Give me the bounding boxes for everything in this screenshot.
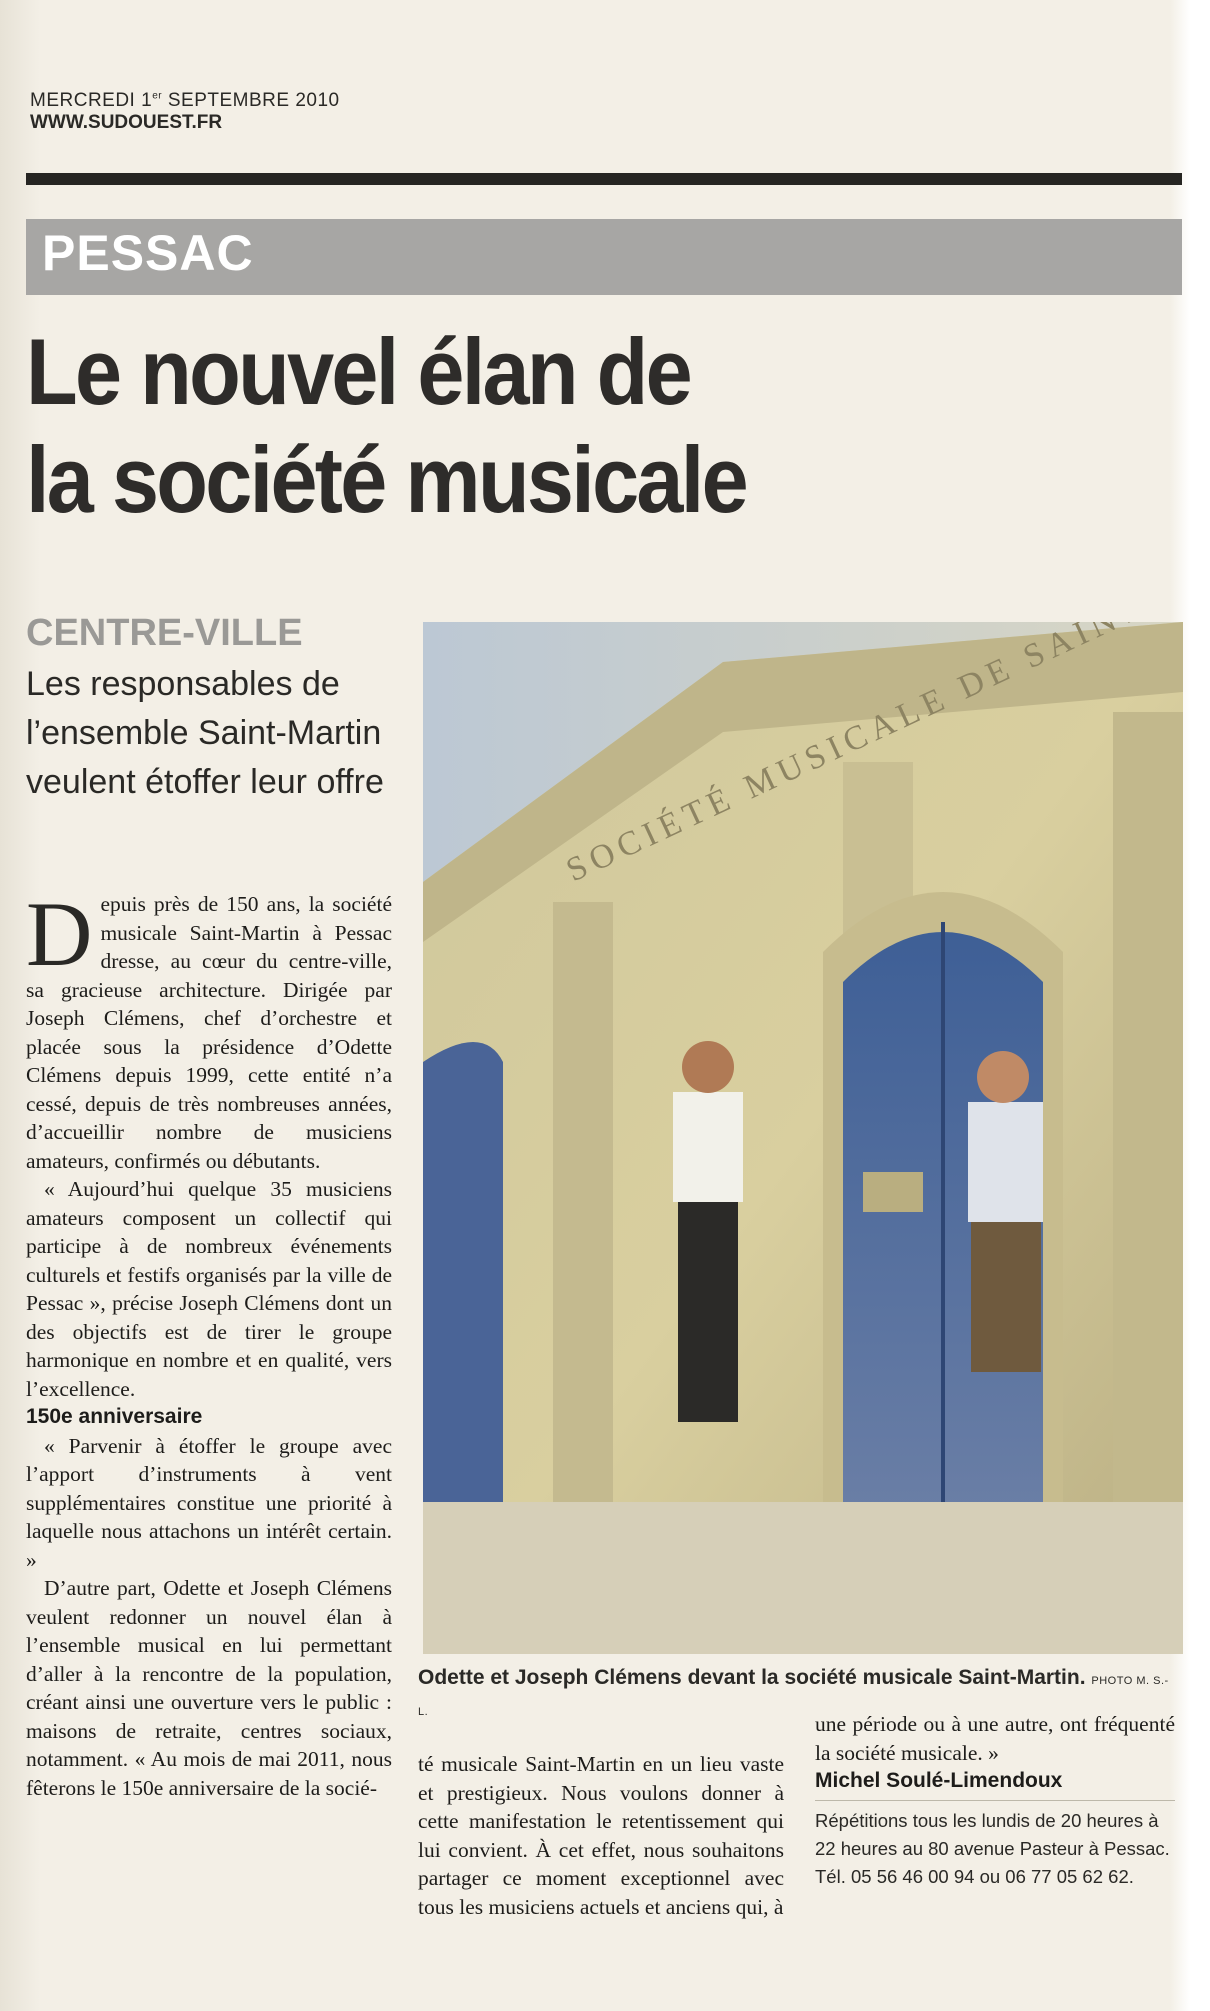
author-byline: Michel Soulé-Limendoux [815,1769,1063,1792]
photo-credit: PHOTO M. S.-L. [418,1675,1169,1718]
paragraph-2: « Aujourd’hui quelque 35 musiciens amateurs composent un collectif qui participe à de nombreux événements culturels et festifs organisés par la ville de Pessac », précise Joseph Clémens dont un des objectifs est de tirer le groupe harmonique en nombre et en qualité, vers l’excellence. [26,1177,392,1401]
article-column-2 [418,1750,784,1921]
building-photo-illustration [423,622,1183,1654]
paragraph-5: té musicale Saint-Martin en un lieu vaste et prestigieux. Nous voulons donner à cette manifestation le retentissement qui lui convient. À cet effet, nous souhaitons partager ce moment exceptionnel avec tous les musiciens actuels et anciens qui, à [418,1752,784,1919]
article-photo [423,622,1183,1654]
section-label: PESSAC [42,225,254,281]
paragraph-1: Depuis près de 150 ans, la société musicale Saint-Martin à Pessac dresse, au cœur du centre-ville, sa gracieuse architecture. Dirigée par Joseph Clémens, chef d’orchestre et placée sous la présidence d’Odette Clémens depuis 1999, cette entité n’a cessé, depuis de très nombreuses années, d’accueillir nombre de musiciens amateurs, confirmés ou débutants. [26,883,392,1173]
issue-date: MERCREDI 1er SEPTEMBRE 2010 [30,90,340,111]
kicker: CENTRE-VILLE [26,612,303,654]
headline-line-1: Le nouvel élan de [26,319,690,424]
caption-text: Odette et Joseph Clémens devant la société musicale Saint-Martin. [418,1666,1086,1689]
paragraph-4: D’autre part, Odette et Joseph Clémens veulent redonner un nouvel élan à l’ensemble musical en lui permettant d’aller à la rencontre de la population, créant ainsi une ouverture vers le public : maisons de retraite, centres sociaux, notamment. « Au mois de mai 2011, nous fêterons le 150e anniversaire de la socié- [26,1576,392,1800]
article-column-3 [815,1710,1175,1796]
website-url: WWW.SUDOUEST.FR [30,112,223,133]
headline-line-2: la société musicale [26,427,746,532]
header-rule [26,173,1182,185]
headline [26,318,1061,534]
paragraph-6: une période ou à une autre, ont fréquenté la société musicale. » [815,1712,1175,1765]
drop-cap: D [26,883,93,985]
deck: Les responsables de l’ensemble Saint-Martin veulent étoffer leur offre [26,665,384,801]
subheading: 150e anniversaire [26,1405,203,1428]
paragraph-3: « Parvenir à étoffer le groupe avec l’apport d’instruments à vent supplémentaires constitue une priorité à laquelle nous attachons un intérêt certain. » [26,1433,392,1572]
rehearsal-info: Répétitions tous les lundis de 20 heures à 22 heures au 80 avenue Pasteur à Pessac. Tél. 05 56 46 00 94 ou 06 77 05 62 62. [815,1800,1175,1891]
article-column-1 [26,883,392,1802]
